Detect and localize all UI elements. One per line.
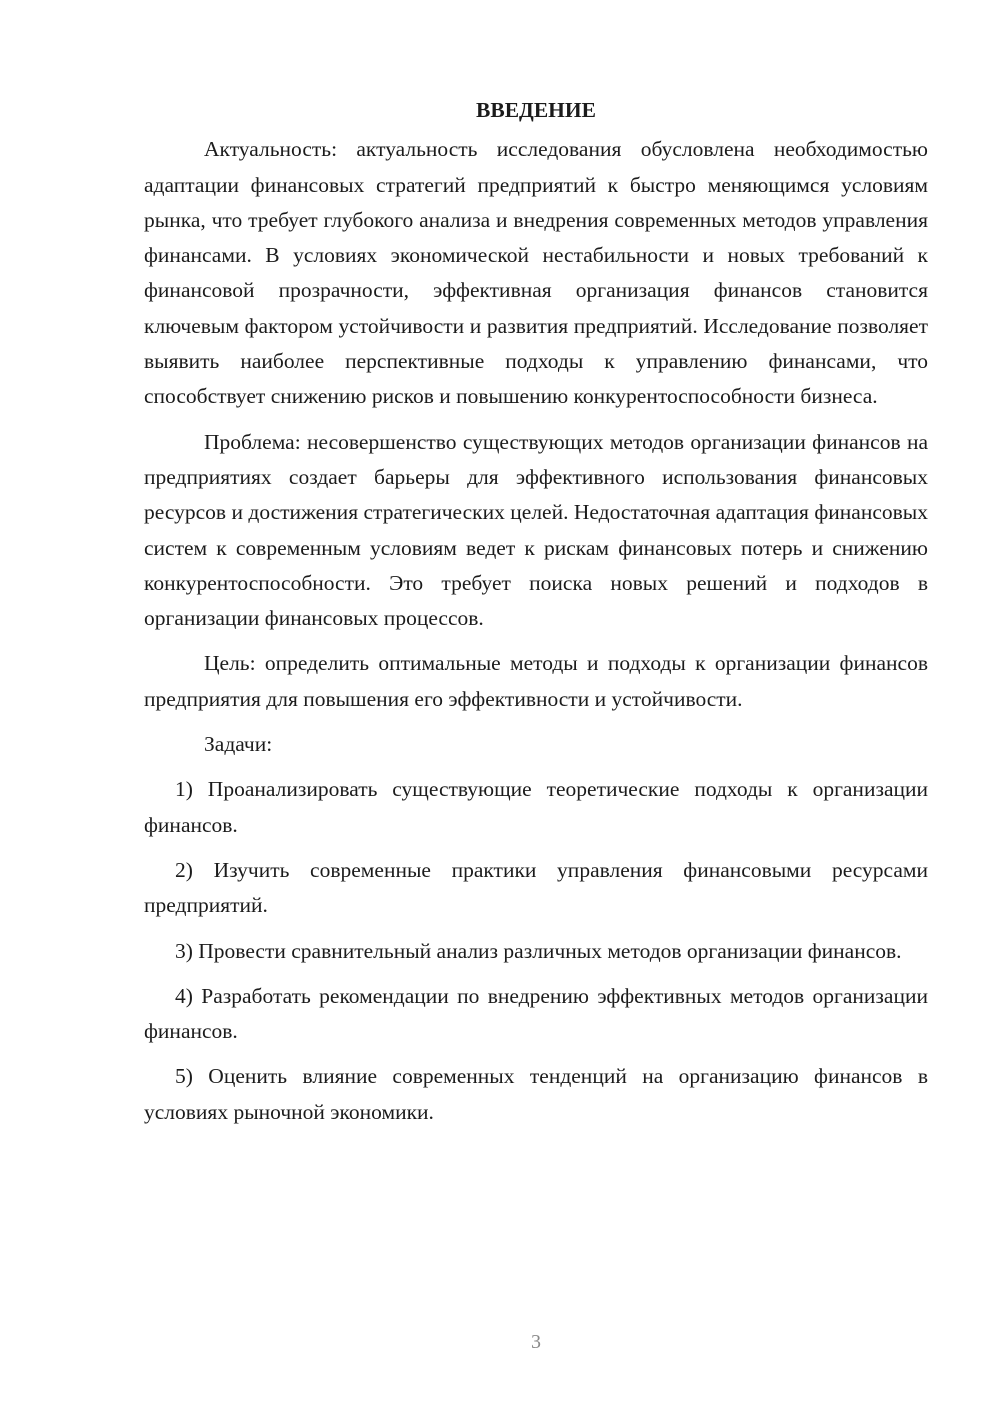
section-title: ВВЕДЕНИЕ: [476, 98, 596, 122]
tasks-label: Задачи:: [204, 732, 273, 757]
relevance-paragraph: Актуальность: актуальность исследования обусловлена необходимостью адаптации финансовых стратегий предприятий к быстро меняющимся условиям рынка, что требует глубокого анализа и внедрения современных методов управления финансами. В условиях экономической нестабильности и новых требований к финансовой прозрачности, эффективная организация финансов становится ключевым фактором устойчивости и развития предприятий. Исследование позволяет выявить наиболее перспективные подходы к управлению финансами, что способствует снижению рисков и повышению конкурентоспособности бизнеса.: [144, 137, 928, 409]
page-number: 3: [531, 1331, 541, 1353]
task-item-5: 5) Оценить влияние современных тенденций на организацию финансов в условиях рыночной экономики.: [144, 1064, 928, 1124]
task-item-3: 3) Провести сравнительный анализ различных методов организации финансов.: [175, 938, 902, 963]
problem-paragraph: Проблема: несовершенство существующих методов организации финансов на предприятиях создает барьеры для эффективного использования финансовых ресурсов и достижения стратегических целей. Недостаточная адаптация финансовых систем к современным условиям ведет к рискам финансовых потерь и снижению конкурентоспособности. Это требует поиска новых решений и подходов в организации финансовых процессов.: [144, 429, 928, 631]
task-list: [144, 772, 928, 1130]
task-item-1: 1) Проанализировать существующие теоретические подходы к организации финансов.: [144, 777, 928, 837]
goal-paragraph: Цель: определить оптимальные методы и подходы к организации финансов предприятия для повышения его эффективности и устойчивости.: [144, 651, 928, 711]
task-item-2: 2) Изучить современные практики управления финансовыми ресурсами предприятий.: [144, 857, 928, 918]
task-item-4: 4) Разработать рекомендации по внедрению эффективных методов организации финансов.: [144, 983, 928, 1044]
document-page: [144, 93, 928, 1140]
